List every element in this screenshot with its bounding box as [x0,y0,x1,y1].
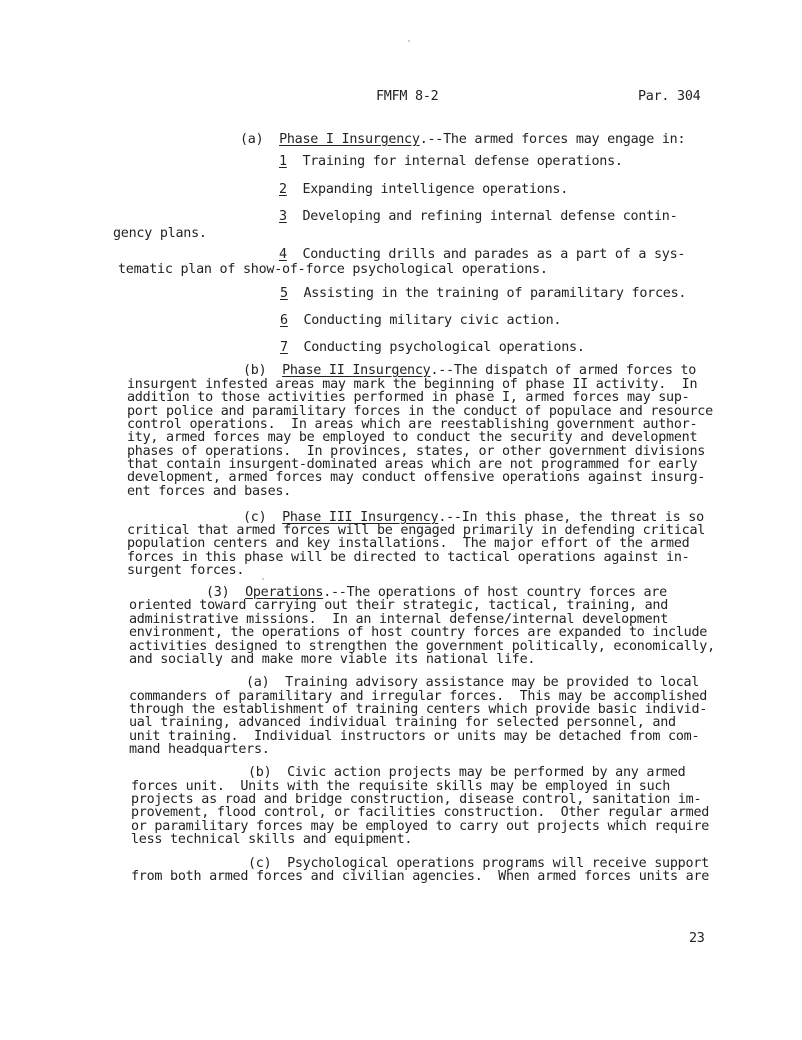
paragraph-line: development, armed forces may conduct offensive operations against insurg- [127,470,706,485]
paragraph-line: through the establishment of training centers which provide basic individ- [129,702,708,717]
training-heading: (a) Training advisory assistance may be provided to local [246,675,700,690]
phase1-item: 7 Conducting psychological operations. [280,340,585,355]
operations-title: Operations [245,585,324,600]
phase3-heading: (c) Phase III Insurgency.--In this phase, the threat is so [243,510,704,525]
paragraph-line: ent forces and bases. [127,484,292,499]
paragraph-line: insurgent infested areas may mark the beginning of phase II activity. In [127,377,698,392]
manual-designation: FMFM 8-2 [376,89,439,104]
paragraph-line: commanders of paramilitary and irregular forces. This may be accomplished [129,689,708,704]
paragraph-line: phases of operations. In provinces, states, or other government divisions [127,444,706,459]
page-number: 23 [689,931,705,946]
paragraph-line: critical that armed forces will be engaged primarily in defending critical [127,523,706,538]
paragraph-line: control operations. In areas which are reestablishing government author- [127,417,698,432]
scan-speck [262,578,264,580]
phase1-item: 4 Conducting drills and parades as a part of a sys- [279,247,686,262]
paragraph-line: forces unit. Units with the requisite skills may be employed in such [131,779,671,794]
scan-speck [408,40,410,42]
civic-heading: (b) Civic action projects may be performed by any armed [248,765,686,780]
paragraph-line: addition to those activities performed in phase I, armed forces may sup- [127,390,690,405]
phase1-heading: (a) Phase I Insurgency.--The armed forces may engage in: [240,132,686,147]
paragraph-line: ual training, advanced individual training for selected personnel, and [129,715,676,730]
phase1-item: 6 Conducting military civic action. [280,313,562,328]
operations-heading: (3) Operations.--The operations of host country forces are [206,585,667,600]
phase1-item-continuation: tematic plan of show-of-force psychological operations. [118,262,548,277]
paragraph-line: and socially and make more viable its national life. [129,652,536,667]
phase1-item: 3 Developing and refining internal defense contin- [279,209,678,224]
paragraph-line: projects as road and bridge construction, disease control, sanitation im- [131,792,702,807]
paragraph-line: administrative missions. In an internal defense/internal development [129,612,669,627]
phase3-title: Phase III Insurgency [282,510,439,525]
phase1-item: 1 Training for internal defense operations. [279,154,623,169]
paragraph-line: forces in this phase will be directed to tactical operations against in- [127,550,690,565]
paragraph-line: mand headquarters. [129,742,270,757]
paragraph-line: population centers and key installations. The major effort of the armed [127,536,690,551]
paragraph-line: or paramilitary forces may be employed to carry out projects which require [131,819,710,834]
paragraph-line: that contain insurgent-dominated areas which are not programmed for early [127,457,698,472]
phase1-item: 2 Expanding intelligence operations. [279,182,569,197]
phase1-item-continuation: gency plans. [113,226,207,241]
paragraph-line: surgent forces. [127,563,245,578]
paragraph-line: port police and paramilitary forces in the conduct of populace and resource [127,404,713,419]
phase2-heading: (b) Phase II Insurgency.--The dispatch of armed forces to [243,363,697,378]
phase2-title: Phase II Insurgency [282,363,431,378]
paragraph-line: oriented toward carrying out their strategic, tactical, training, and [129,598,669,613]
phase1-item: 5 Assisting in the training of paramilitary forces. [280,286,687,301]
paragraph-line: activities designed to strengthen the government politically, economically, [129,639,715,654]
paragraph-line: from both armed forces and civilian agencies. When armed forces units are [131,869,710,884]
paragraph-line: provement, flood control, or facilities construction. Other regular armed [131,805,710,820]
paragraph-line: less technical skills and equipment. [131,832,413,847]
paragraph-line: environment, the operations of host country forces are expanded to include [129,625,708,640]
paragraph-line: ity, armed forces may be employed to conduct the security and development [127,430,698,445]
paragraph-reference: Par. 304 [638,89,701,104]
psyops-heading: (c) Psychological operations programs will receive support [248,856,709,871]
paragraph-line: unit training. Individual instructors or units may be detached from com- [129,729,700,744]
phase1-title: Phase I Insurgency [279,132,420,147]
